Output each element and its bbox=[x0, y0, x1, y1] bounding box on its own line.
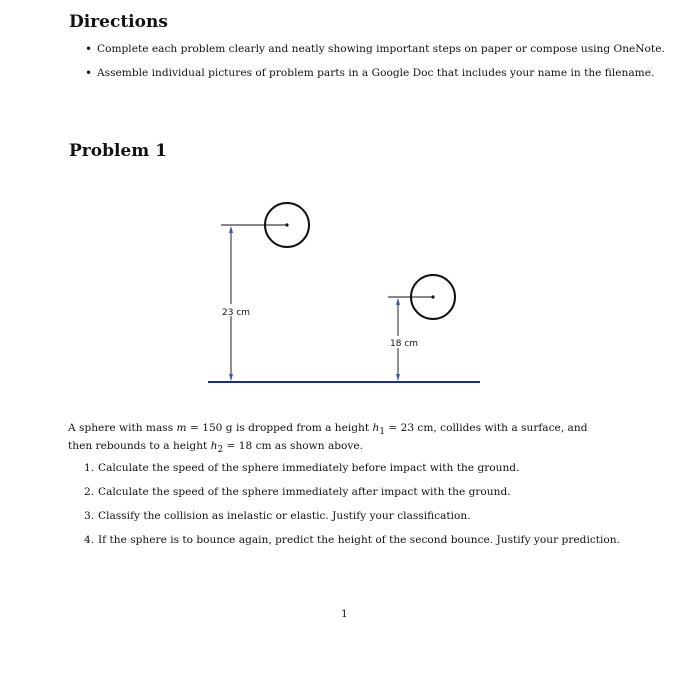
question-text: If the sphere is to bounce again, predict the height of the second bounce. Justify your prediction. bbox=[98, 534, 620, 546]
height2-arrow-bottom bbox=[396, 374, 400, 381]
question-list bbox=[84, 459, 620, 555]
question-number: 4. bbox=[84, 534, 95, 546]
sub-1: 1 bbox=[379, 427, 385, 438]
height1-label: 23 cm bbox=[222, 308, 251, 318]
height1-arrow-top bbox=[229, 226, 233, 233]
problem-heading: Problem 1 bbox=[69, 141, 167, 161]
var-h1: h bbox=[372, 422, 380, 434]
question-item bbox=[84, 459, 620, 483]
directions-heading: Directions bbox=[69, 12, 168, 32]
var-m: m bbox=[176, 422, 187, 434]
question-number: 3. bbox=[84, 510, 95, 522]
statement-text: = 150 g is dropped from a height bbox=[186, 422, 373, 434]
statement-text: = 23 cm, collides with a surface, and then rebounds to a height bbox=[68, 422, 588, 453]
question-text: Calculate the speed of the sphere immediately before impact with the ground. bbox=[98, 462, 520, 474]
problem-statement bbox=[68, 421, 608, 457]
height1-arrow-bottom bbox=[229, 374, 233, 381]
question-item bbox=[84, 483, 620, 507]
question-number: 2. bbox=[84, 486, 95, 498]
statement-text: A sphere with mass bbox=[68, 422, 177, 434]
question-text: Classify the collision as inelastic or elastic. Justify your classification. bbox=[98, 510, 471, 522]
statement-text: = 18 cm as shown above. bbox=[223, 440, 364, 453]
direction-item: • Assemble individual pictures of problem parts in a Google Doc that includes your name in the filename. bbox=[82, 65, 665, 89]
direction-item: • Complete each problem clearly and neatly showing important steps on paper or compose using OneNote. bbox=[82, 41, 665, 65]
page-number: 1 bbox=[341, 608, 348, 620]
height2-label: 18 cm bbox=[390, 339, 419, 349]
sub-2: 2 bbox=[217, 445, 224, 456]
question-item bbox=[84, 507, 620, 531]
var-h2: h bbox=[210, 440, 218, 453]
question-number: 1. bbox=[84, 462, 95, 474]
question-text: Calculate the speed of the sphere immediately after impact with the ground. bbox=[98, 486, 511, 498]
question-item bbox=[84, 531, 620, 555]
height2-arrow-top bbox=[396, 298, 400, 305]
